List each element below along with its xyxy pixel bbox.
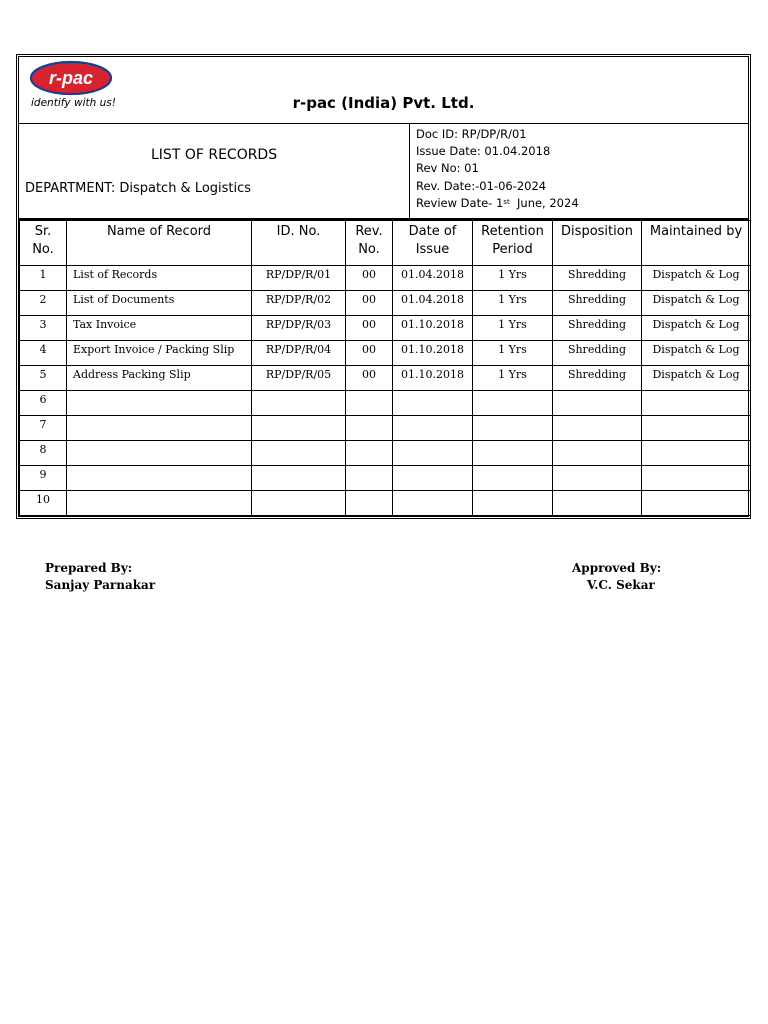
cell-maintained: Dispatch & Log (642, 341, 751, 366)
table-row (20, 466, 751, 491)
table-row (20, 266, 751, 291)
prepared-by (45, 560, 155, 594)
cell-maintained (642, 416, 751, 441)
cell-disposition: Shredding (553, 266, 642, 291)
header-line: Sr. (34, 224, 52, 239)
header-sr-no (20, 221, 67, 266)
cell-rev (346, 466, 393, 491)
rev-date: Rev. Date:-01-06-2024 (416, 178, 547, 193)
issue-date: Issue Date: 01.04.2018 (416, 144, 551, 159)
header-line: No. (358, 242, 380, 257)
cell-date: 01.04.2018 (393, 266, 473, 291)
doc-control-block (410, 124, 748, 218)
cell-id (252, 466, 346, 491)
table-header-row (20, 221, 751, 266)
cell-name: Export Invoice / Packing Slip (67, 341, 252, 366)
cell-name: List of Documents (67, 291, 252, 316)
cell-date: 01.10.2018 (393, 316, 473, 341)
header-retention-period (473, 221, 553, 266)
info-left (19, 124, 410, 218)
document (18, 56, 749, 517)
review-date-sup: st (503, 197, 510, 206)
cell-disposition: Shredding (553, 316, 642, 341)
cell-disposition: Shredding (553, 291, 642, 316)
cell-sr: 4 (20, 341, 67, 366)
cell-sr: 10 (20, 491, 67, 516)
cell-rev: 00 (346, 316, 393, 341)
prepared-by-label: Prepared By: (45, 561, 133, 575)
cell-sr: 8 (20, 441, 67, 466)
cell-date: 01.10.2018 (393, 341, 473, 366)
cell-sr: 7 (20, 416, 67, 441)
cell-sr: 9 (20, 466, 67, 491)
cell-disposition (553, 391, 642, 416)
header-line: No. (32, 242, 54, 257)
cell-name: Tax Invoice (67, 316, 252, 341)
cell-sr: 1 (20, 266, 67, 291)
approved-by-name: V.C. Sekar (587, 578, 655, 592)
cell-disposition: Shredding (553, 341, 642, 366)
cell-sr: 5 (20, 366, 67, 391)
cell-name (67, 491, 252, 516)
table-body (20, 266, 751, 516)
cell-name (67, 466, 252, 491)
table-row (20, 441, 751, 466)
document-frame (18, 56, 749, 517)
review-date-prefix: Review Date- 1 (416, 195, 504, 210)
cell-sr: 6 (20, 391, 67, 416)
cell-id: RP/DP/R/05 (252, 366, 346, 391)
table-row (20, 291, 751, 316)
logo-text: r-pac (48, 68, 94, 88)
cell-maintained: Dispatch & Log (642, 366, 751, 391)
cell-retention: 1 Yrs (473, 341, 553, 366)
header-name-of-record (67, 221, 252, 266)
cell-rev: 00 (346, 366, 393, 391)
cell-maintained: Dispatch & Log (642, 266, 751, 291)
header-line: Rev. (355, 224, 383, 239)
cell-disposition (553, 416, 642, 441)
header-id-no (252, 221, 346, 266)
tagline: identify with us! (31, 97, 116, 109)
cell-sr: 3 (20, 316, 67, 341)
prepared-by-name: Sanjay Parnakar (45, 578, 156, 592)
cell-retention: 1 Yrs (473, 266, 553, 291)
cell-name (67, 391, 252, 416)
cell-date: 01.10.2018 (393, 366, 473, 391)
header-line: Retention (481, 224, 544, 239)
cell-rev (346, 491, 393, 516)
table-row (20, 316, 751, 341)
cell-sr: 2 (20, 291, 67, 316)
cell-date: 01.04.2018 (393, 291, 473, 316)
cell-date (393, 416, 473, 441)
cell-date (393, 391, 473, 416)
cell-name (67, 416, 252, 441)
cell-disposition (553, 441, 642, 466)
cell-id (252, 391, 346, 416)
cell-id: RP/DP/R/01 (252, 266, 346, 291)
cell-rev: 00 (346, 291, 393, 316)
header-maintained-by (642, 221, 751, 266)
review-date-suffix: June, 2024 (509, 195, 579, 210)
header-line: Disposition (561, 224, 633, 239)
table-row (20, 416, 751, 441)
header-line: Name of Record (106, 224, 212, 239)
cell-id (252, 416, 346, 441)
table-row (20, 391, 751, 416)
review-date (416, 195, 748, 212)
cell-retention (473, 491, 553, 516)
doc-id: Doc ID: RP/DP/R/01 (416, 127, 527, 141)
cell-retention: 1 Yrs (473, 291, 553, 316)
table-row (20, 491, 751, 516)
cell-id: RP/DP/R/03 (252, 316, 346, 341)
cell-retention (473, 466, 553, 491)
records-table (19, 220, 751, 516)
cell-name: List of Records (67, 266, 252, 291)
cell-disposition: Shredding (553, 366, 642, 391)
cell-rev (346, 391, 393, 416)
cell-maintained (642, 491, 751, 516)
cell-disposition (553, 466, 642, 491)
cell-rev: 00 (346, 341, 393, 366)
cell-retention (473, 441, 553, 466)
cell-date (393, 491, 473, 516)
cell-date (393, 441, 473, 466)
table-row (20, 341, 751, 366)
document-header (19, 57, 748, 124)
cell-rev: 00 (346, 266, 393, 291)
cell-maintained (642, 391, 751, 416)
cell-rev (346, 441, 393, 466)
header-disposition (553, 221, 642, 266)
approved-by (572, 560, 661, 594)
approved-by-label: Approved By: (572, 561, 662, 575)
header-line: Date of (408, 224, 457, 239)
cell-retention (473, 391, 553, 416)
cell-name: Address Packing Slip (67, 366, 252, 391)
header-rev-no (346, 221, 393, 266)
document-info (19, 124, 748, 220)
cell-retention: 1 Yrs (473, 316, 553, 341)
header-line: ID. No. (276, 224, 321, 239)
cell-id (252, 441, 346, 466)
cell-id: RP/DP/R/04 (252, 341, 346, 366)
header-line: Maintained by (649, 224, 743, 239)
company-name: r-pac (India) Pvt. Ltd. (292, 94, 475, 112)
table-row (20, 366, 751, 391)
cell-disposition (553, 491, 642, 516)
cell-id (252, 491, 346, 516)
header-date-of-issue (393, 221, 473, 266)
department: DEPARTMENT: Dispatch & Logistics (25, 181, 252, 196)
cell-name (67, 441, 252, 466)
page-title: LIST OF RECORDS (151, 147, 278, 163)
cell-maintained: Dispatch & Log (642, 316, 751, 341)
rev-no: Rev No: 01 (416, 161, 479, 176)
cell-rev (346, 416, 393, 441)
cell-maintained (642, 441, 751, 466)
cell-retention: 1 Yrs (473, 366, 553, 391)
cell-maintained: Dispatch & Log (642, 291, 751, 316)
header-line: Issue (415, 242, 450, 257)
cell-retention (473, 416, 553, 441)
header-line: Period (492, 242, 533, 257)
cell-maintained (642, 466, 751, 491)
cell-id: RP/DP/R/02 (252, 291, 346, 316)
cell-date (393, 466, 473, 491)
